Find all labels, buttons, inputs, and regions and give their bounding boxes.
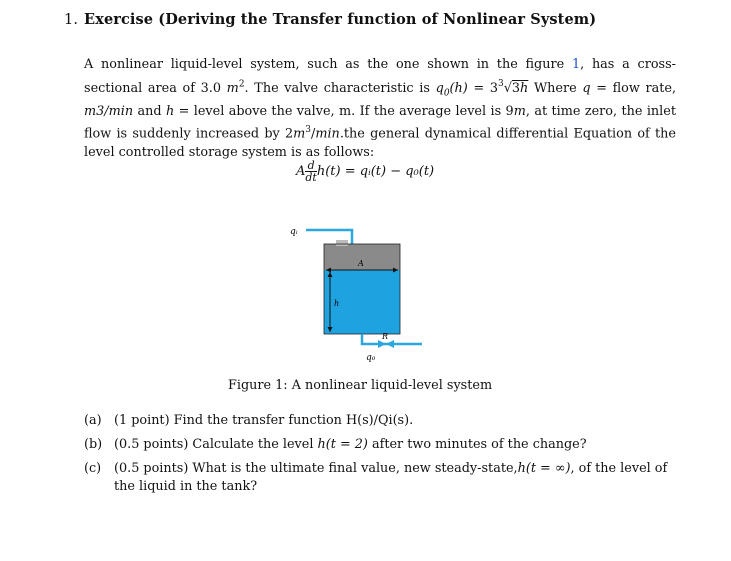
para-text-5: = flow rate, xyxy=(596,80,677,96)
para-text-9: the general dynamical differential Equation of the level controlled storage system is as follows: xyxy=(84,126,676,161)
exercise-number: 1. xyxy=(64,12,79,28)
question-list xyxy=(84,412,684,502)
para-text-6: and xyxy=(137,103,162,119)
question-item xyxy=(84,436,684,454)
equation-coefficient: A xyxy=(296,164,306,179)
para-text-7: = level above the valve, m. If the average level is 9 xyxy=(178,103,514,119)
question-text: (0.5 points) Calculate the level xyxy=(114,437,314,452)
figure-caption xyxy=(228,378,528,393)
question-item xyxy=(84,460,684,496)
valve-icon xyxy=(378,340,386,348)
para-text-8: , at time zero, the inlet flow is suddenly increased by 2 xyxy=(84,103,676,142)
para-text-4: Where xyxy=(533,80,577,96)
area-unit: m xyxy=(226,80,239,96)
question-text: (1 point) Find the transfer function H(s)/Qi(s). xyxy=(114,413,414,428)
outflow-label: q₀ xyxy=(366,353,376,363)
problem-paragraph: A nonlinear liquid-level system, such as the one shown in the figure 1, has a cross-sectional area of 3.0 $m^2$. The valve characteristic is $q_0(h) = 3^3√3h$ Where q = flow rate, m3/min and h = level above the valve, m. If the average level is 9m, at time zero, the inlet flow is suddenly increased by $2m^3/\min.the$ general dynamical differential Equation of the level controlled storage system is as follows: xyxy=(84,57,677,161)
valve-characteristic-lhs: $q_0(h)$ xyxy=(435,80,468,99)
question-tail: , of the level of the liquid in the tank? xyxy=(114,461,668,494)
caption-prefix: Figure 1: xyxy=(228,378,288,393)
valve-label: R xyxy=(382,332,389,341)
exercise-title: Exercise (Deriving the Transfer function of Nonlinear System) xyxy=(84,11,597,28)
para-text-3: . The valve characteristic is xyxy=(244,80,430,96)
differential-equation xyxy=(296,160,496,183)
derivative-fraction: $\frac{d}{dt}$ xyxy=(305,159,317,184)
question-label: (b) xyxy=(84,437,103,452)
question-expression: h(t = 2) xyxy=(317,437,368,452)
question-text: (0.5 points) What is the ultimate final value, new steady-state, xyxy=(114,461,518,476)
question-label: (c) xyxy=(84,461,102,476)
flow-unit: m3/min xyxy=(84,103,134,119)
figure-reference-link[interactable]: 1 xyxy=(571,57,581,72)
para-text-2: , has a cross-sectional area of 3.0 xyxy=(84,57,676,96)
question-item xyxy=(84,412,684,430)
area-label: A xyxy=(358,259,364,268)
liquid-level-figure xyxy=(270,220,440,370)
caption-text: A nonlinear liquid-level system xyxy=(291,378,493,393)
exercise-heading xyxy=(64,11,704,28)
inflow-label: qᵢ xyxy=(290,227,298,237)
para-text-1: A nonlinear liquid-level system, such as the one shown in the figure xyxy=(84,57,565,72)
level-label: h xyxy=(334,299,340,308)
equation-rhs: h(t) = qᵢ(t) − q₀(t) xyxy=(316,164,435,179)
question-tail: after two minutes of the change? xyxy=(371,437,587,452)
question-label: (a) xyxy=(84,413,102,428)
question-expression: h(t = ∞) xyxy=(517,461,571,476)
